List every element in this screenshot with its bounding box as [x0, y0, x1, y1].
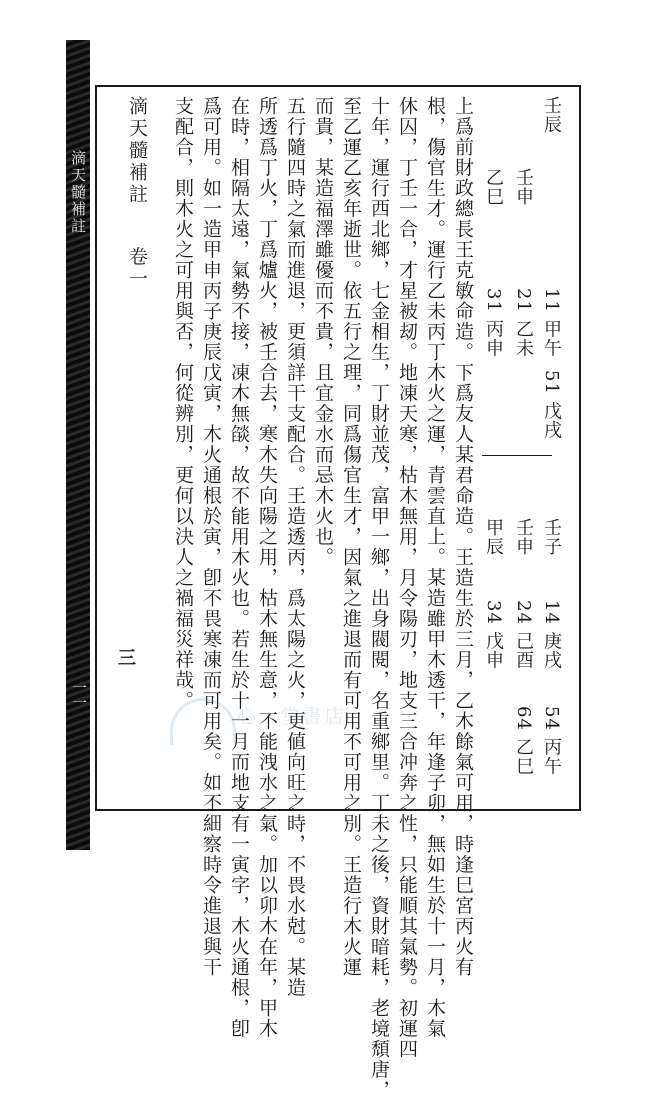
page-number: 三 [118, 648, 136, 669]
chart2-day-pillar: 甲辰 [483, 518, 504, 556]
text-column-11: 支配合，則木火之可用與否，何從辨別，更何以決人之禍福災祥哉。 [172, 96, 194, 711]
chart1-luck-2: 21 乙未 [513, 288, 534, 358]
footer-book-title: 滴天髓補註 [126, 96, 148, 206]
spine-title: 滴天髓補註 [69, 150, 87, 235]
text-column-3: 休囚，丁壬一合，才星被刼。地凍天寒，枯木無用，月令陽刃，地支三合冲奔之性，只能順其氣勢。初運四 [396, 96, 418, 1060]
chart1-month-pillar: 壬申 [513, 168, 534, 206]
text-column-7: 五行隨四時之氣而進退，更須詳干支配合。王造透丙，爲太陽之火，更値向旺之時，不畏水尅。某造 [284, 96, 306, 998]
chart1-hour-pillar: 乙巳 [483, 168, 504, 206]
text-column-10: 爲可用。如一造甲申丙子庚辰戊寅，木火通根於寅，卽不畏寒凍而可用矣。如不細察時令進退與干 [200, 96, 222, 978]
chart1-luck-1: 11 甲午 [541, 288, 562, 358]
text-column-8: 所透爲丁火，丁爲爐火，被壬合去，寒木失向陽之用，枯木無生意，不能洩水之氣。加以卯木在年，甲木 [256, 96, 278, 1039]
book-spine [66, 40, 90, 850]
text-column-6: 而貴，某造福澤雖優而不貴，且宜金水而忌木火也。 [312, 96, 334, 568]
chart1-luck-4: 51 戊戌 [541, 370, 562, 440]
text-column-4: 十年，運行西北鄉，七金相生，丁財並茂，富甲一鄉，出身閥閱，名重鄉里。丁未之後，資財暗耗，老境頹唐， [368, 96, 390, 1101]
text-column-1: 上爲前財政總長王克敏命造。下爲友人某君命造。王造生於三月，乙木餘氣可用，時逢巳宮丙火有 [452, 96, 474, 978]
page-frame [95, 85, 581, 811]
watermark-text: 心一堂書店 [236, 704, 346, 728]
chart2-luck-5: 64 乙巳 [513, 706, 534, 776]
text-column-2: 根，傷官生才。運行乙未丙丁木火之運，青雲直上。某造雖甲木透干，年逢子卯，無如生於十一月，木氣 [424, 96, 446, 1039]
chart2-luck-3: 34 戊申 [483, 600, 504, 670]
spine-page-marker: 一一 [70, 680, 88, 710]
chart1-year-pillar: 壬辰 [541, 96, 562, 134]
chart-divider [482, 455, 552, 456]
chart1-luck-3: 31 丙申 [483, 288, 504, 358]
chart2-year-pillar: 壬子 [541, 518, 562, 556]
chart2-luck-2: 24 己酉 [513, 600, 534, 670]
running-footer-title [124, 96, 151, 290]
chart2-luck-4: 54 丙午 [541, 706, 562, 776]
text-column-9: 在時，相隔太遠，氣勢不接，凍木無燄，故不能用木火也。若生於十一月而地支有一寅字，木火通根，卽 [228, 96, 250, 1039]
footer-volume: 卷一 [126, 246, 148, 291]
chart2-luck-1: 14 庚戌 [541, 600, 562, 670]
chart2-month-pillar: 壬申 [513, 518, 534, 556]
text-column-5: 至乙運乙亥年逝世。依五行之理，同爲傷官生才，因氣之進退而有可用不可用之別。王造行木火運 [340, 96, 362, 978]
